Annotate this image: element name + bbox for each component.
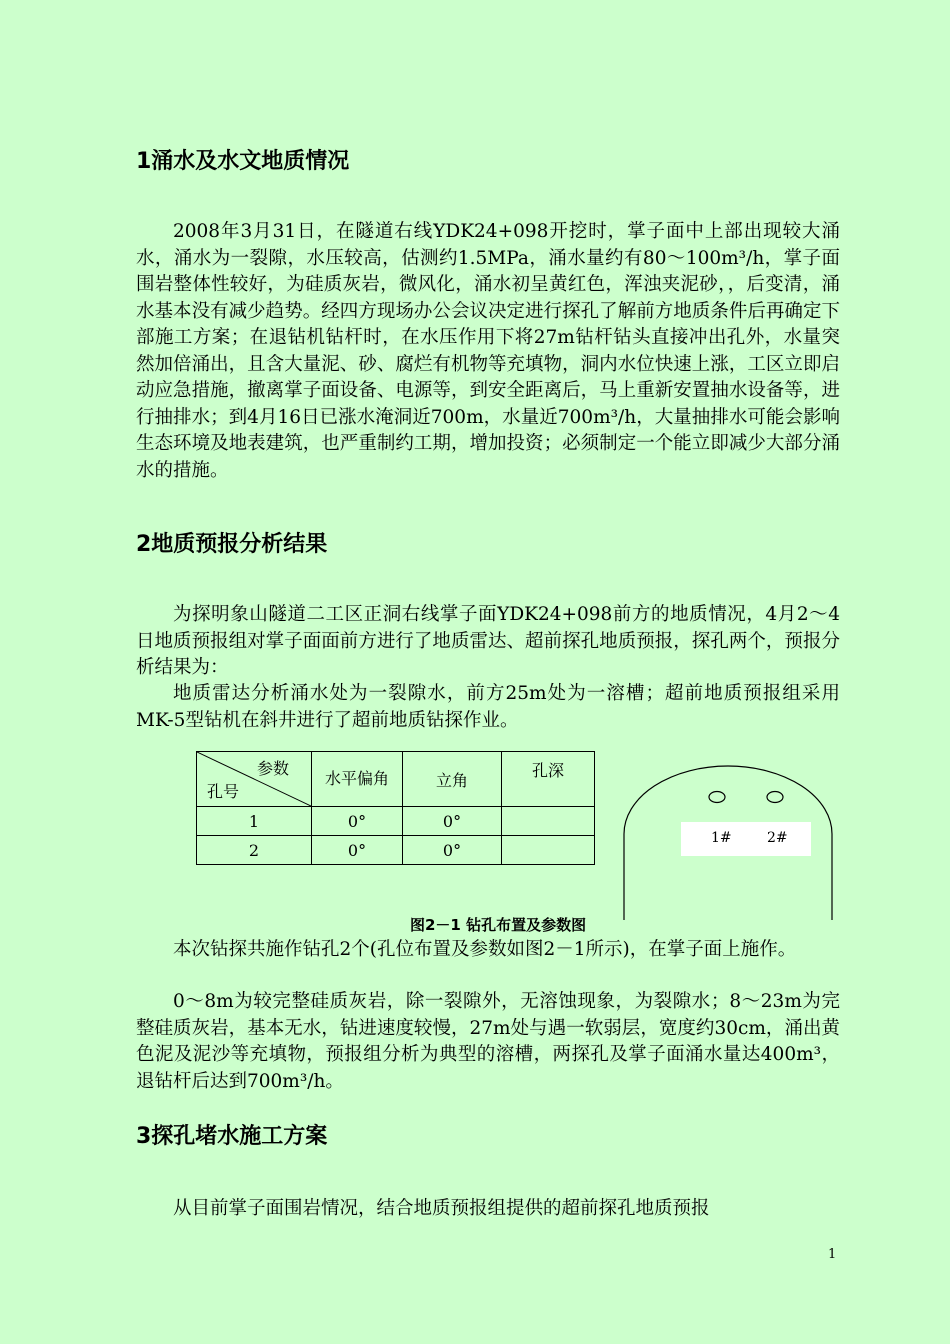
diagonal-header-cell (197, 752, 312, 807)
hole-label-box (681, 822, 811, 856)
section-2-paragraph-2: 地质雷达分析涌水处为一裂隙水，前方25m处为一溶槽；超前地质预报组采用MK-5型钻机在斜井进行了超前地质钻探作业。 (136, 683, 840, 731)
table-row (197, 836, 595, 865)
row-depth (502, 807, 595, 836)
table-row (197, 807, 595, 836)
section-1-paragraph: 2008年3月31日，在隧道右线YDK24+098开挖时，掌子面中上部出现较大涌水，涌水为一裂隙，水压较高，估测约1.5MPa，涌水量约有80～100m³/h，掌子面围岩整体性较好，为硅质灰岩，微风化，涌水初呈黄红色，浑浊夹泥砂，，后变清，涌水基本没有减少趋势。经四方现场办公会议决定进行探孔了解前方地质条件后再确定下部施工方案；在退钻机钻杆时，在水压作用下将27m钻杆钻头直接冲出孔外，水量突然加倍涌出，且含大量泥、砂、腐烂有机物等充填物，洞内水位快速上涨，工区立即启动应急措施，撤离掌子面设备、电源等，到安全距离后，马上重新安置抽水设备等，进行抽排水；到4月16日已涨水淹洞近700m，水量近700m³/h，大量抽排水可能会影响生态环境及地表建筑，也严重制约工期，增加投资；必须制定一个能立即减少大部分涌水的措施。 (136, 221, 840, 481)
row-hole: 1 (197, 807, 312, 836)
hole-2-label: 2# (767, 830, 788, 846)
figure-caption: 图2－1 钻孔布置及参数图 (410, 916, 587, 934)
header-param-label: 参数 (256, 759, 289, 778)
section-3-heading: 3探孔堵水施工方案 (136, 1124, 328, 1149)
hole-1-label: 1# (711, 830, 732, 846)
row-vertical: 0° (403, 836, 502, 865)
col-hole-depth: 孔深 (502, 752, 595, 807)
header-hole-label: 孔号 (207, 782, 240, 801)
section-3-paragraph: 从目前掌子面围岩情况，结合地质预报组提供的超前探孔地质预报 (173, 1198, 710, 1219)
row-vertical: 0° (403, 807, 502, 836)
section-1-heading: 1涌水及水文地质情况 (136, 149, 350, 174)
hole-2-marker (767, 792, 783, 803)
row-horizontal: 0° (312, 836, 403, 865)
section-2-paragraph-1: 为探明象山隧道二工区正洞右线掌子面YDK24+098前方的地质情况，4月2～4日地质预报组对掌子面面前方进行了地质雷达、超前探孔地质预报，探孔两个，预报分析结果为： (136, 604, 840, 678)
col-vertical-angle: 立角 (403, 752, 502, 807)
drill-parameter-table (196, 751, 595, 865)
col-horizontal-angle: 水平偏角 (312, 752, 403, 807)
row-depth (502, 836, 595, 865)
section-2-paragraph-3: 本次钻探共施作钻孔2个(孔位布置及参数如图2－1所示)，在掌子面上施作。 (173, 939, 797, 960)
section-2-heading: 2地质预报分析结果 (136, 532, 328, 557)
section-2-paragraph-4: 0～8m为较完整硅质灰岩，除一裂隙外，无溶蚀现象，为裂隙水；8～23m为完整硅质灰岩，基本无水，钻进速度较慢，27m处与遇一软弱层，宽度约30cm，涌出黄色泥及泥沙等充填物，预报组分析为典型的溶槽，两探孔及掌子面涌水量达400m³，退钻杆后达到700m³/h。 (136, 991, 840, 1092)
page-number: 1 (828, 1247, 837, 1262)
row-hole: 2 (197, 836, 312, 865)
hole-1-marker (709, 792, 725, 803)
row-horizontal: 0° (312, 807, 403, 836)
